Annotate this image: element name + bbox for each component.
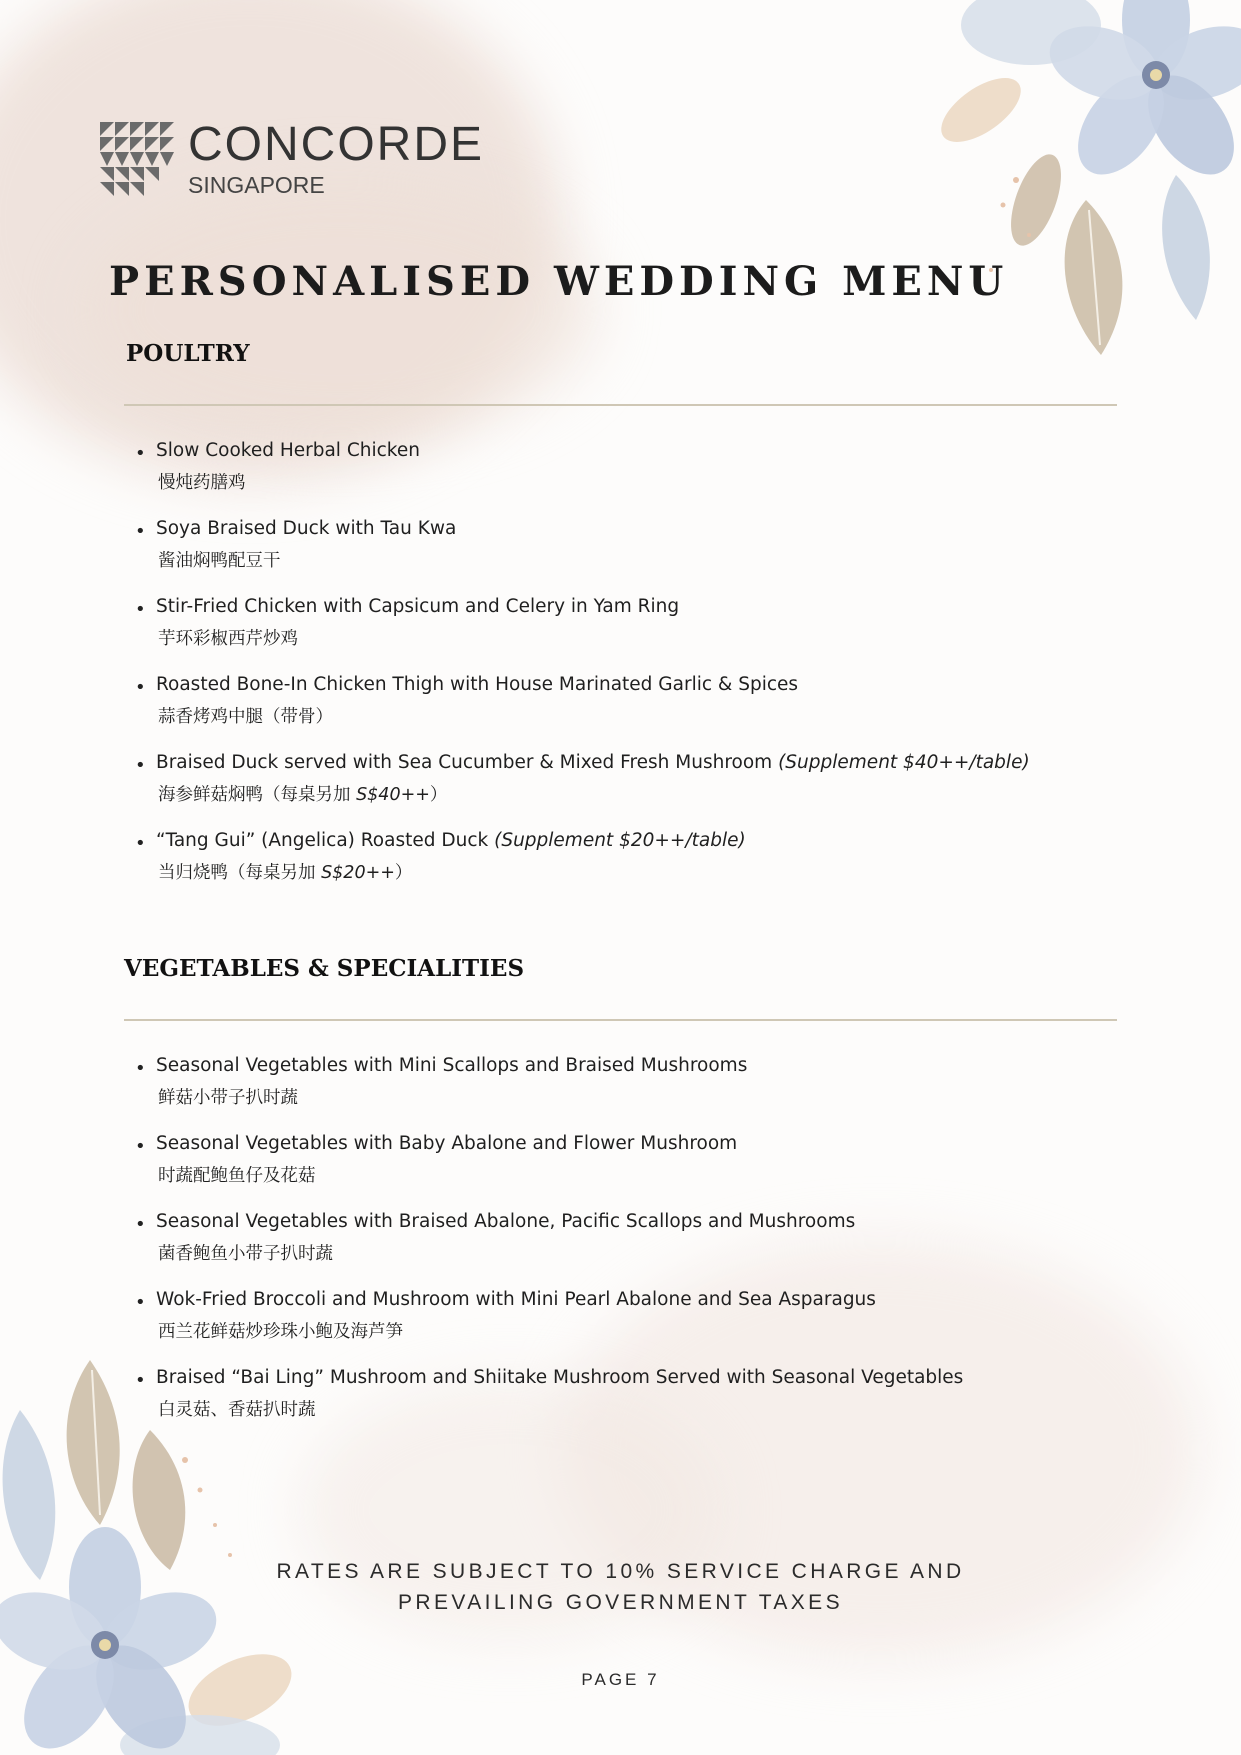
dish-name-en: Braised Duck served with Sea Cucumber & Mixed Fresh Mushroom (Supplement $40++/table) — [156, 752, 1030, 773]
brand-name: CONCORDE — [188, 118, 485, 171]
list-item — [135, 826, 1156, 904]
leaf-icon — [3, 1410, 56, 1580]
dish-name-en: Seasonal Vegetables with Mini Scallops and Braised Mushrooms — [156, 1055, 748, 1076]
dish-name-cn: 西兰花鲜菇炒珍珠小鲍及海芦笋 — [158, 1322, 403, 1342]
list-item — [135, 1129, 1156, 1207]
dish-name-cn: 鲜菇小带子扒时蔬 — [158, 1088, 298, 1108]
concorde-logo-mark-icon — [100, 122, 174, 196]
list-item — [135, 1363, 1156, 1441]
bullet-icon: • — [135, 755, 146, 776]
supplement-note: (Supplement $40++/table) — [778, 752, 1030, 773]
bullet-icon: • — [135, 521, 146, 542]
section-divider — [124, 1019, 1117, 1021]
leaf-icon — [133, 1430, 186, 1570]
list-item — [135, 1051, 1156, 1129]
list-item — [135, 670, 1156, 748]
dish-name-cn: 慢炖药膳鸡 — [158, 473, 246, 493]
dish-name-cn: 芋环彩椒西芹炒鸡 — [158, 629, 298, 649]
brand-location: SINGAPORE — [188, 172, 325, 198]
list-item — [135, 1207, 1156, 1285]
rates-disclaimer — [0, 1556, 1241, 1618]
bullet-icon: • — [135, 833, 146, 854]
bullet-icon: • — [135, 599, 146, 620]
poultry-list — [135, 436, 1156, 904]
bullet-icon: • — [135, 1292, 146, 1313]
list-item — [135, 592, 1156, 670]
section-heading-vegetables: VEGETABLES & SPECIALITIES — [124, 955, 525, 982]
dish-name-cn: 白灵菇、香菇扒时蔬 — [158, 1400, 316, 1420]
concorde-logo — [100, 118, 485, 198]
dish-name-cn: 时蔬配鲍鱼仔及花菇 — [158, 1166, 316, 1186]
bullet-icon: • — [135, 443, 146, 464]
leaf-icon — [1162, 175, 1210, 320]
section-divider — [124, 404, 1117, 406]
dish-name-cn: 当归烧鸭（每桌另加 S$20++） — [158, 863, 413, 883]
bullet-icon: • — [135, 1136, 146, 1157]
dish-name-en: Stir-Fried Chicken with Capsicum and Celery in Yam Ring — [156, 596, 680, 617]
dish-name-en: Seasonal Vegetables with Braised Abalone, Pacific Scallops and Mushrooms — [156, 1211, 856, 1232]
dish-name-en: Braised “Bai Ling” Mushroom and Shiitake Mushroom Served with Seasonal Vegetables — [156, 1367, 964, 1388]
dish-name-en: Seasonal Vegetables with Baby Abalone and Flower Mushroom — [156, 1133, 738, 1154]
dish-name-cn: 菌香鲍鱼小带子扒时蔬 — [158, 1244, 333, 1264]
bullet-icon: • — [135, 1058, 146, 1079]
bullet-icon: • — [135, 677, 146, 698]
watercolor-wash — [80, 180, 600, 440]
dish-name-en: Roasted Bone-In Chicken Thigh with House Marinated Garlic & Spices — [156, 674, 799, 695]
disclaimer-line-1: RATES ARE SUBJECT TO 10% SERVICE CHARGE AND — [276, 1560, 965, 1583]
bullet-icon: • — [135, 1370, 146, 1391]
dish-name-en: Slow Cooked Herbal Chicken — [156, 440, 420, 461]
floral-decoration-top — [911, 0, 1241, 380]
vegetables-list — [135, 1051, 1156, 1441]
dish-name-cn: 蒜香烤鸡中腿（带骨） — [158, 707, 333, 727]
list-item — [135, 514, 1156, 592]
dish-name-cn: 海参鲜菇焖鸭（每桌另加 S$40++） — [158, 785, 448, 805]
dish-name-en: Soya Braised Duck with Tau Kwa — [156, 518, 457, 539]
page-number: PAGE 7 — [581, 1670, 660, 1689]
section-heading-poultry: POULTRY — [126, 340, 250, 367]
dish-name-cn: 酱油焖鸭配豆干 — [158, 551, 281, 571]
list-item — [135, 436, 1156, 514]
supplement-note: (Supplement $20++/table) — [494, 830, 746, 851]
disclaimer-line-2: PREVAILING GOVERNMENT TAXES — [398, 1591, 843, 1614]
leaf-icon — [931, 66, 1032, 155]
dish-name-en: “Tang Gui” (Angelica) Roasted Duck (Supplement $20++/table) — [156, 830, 746, 851]
dish-name-en: Wok-Fried Broccoli and Mushroom with Mini Pearl Abalone and Sea Asparagus — [156, 1289, 876, 1310]
list-item — [135, 748, 1156, 826]
list-item — [135, 1285, 1156, 1363]
page-title: PERSONALISED WEDDING MENU — [109, 258, 1009, 305]
bullet-icon: • — [135, 1214, 146, 1235]
leaf-icon — [1001, 148, 1071, 252]
